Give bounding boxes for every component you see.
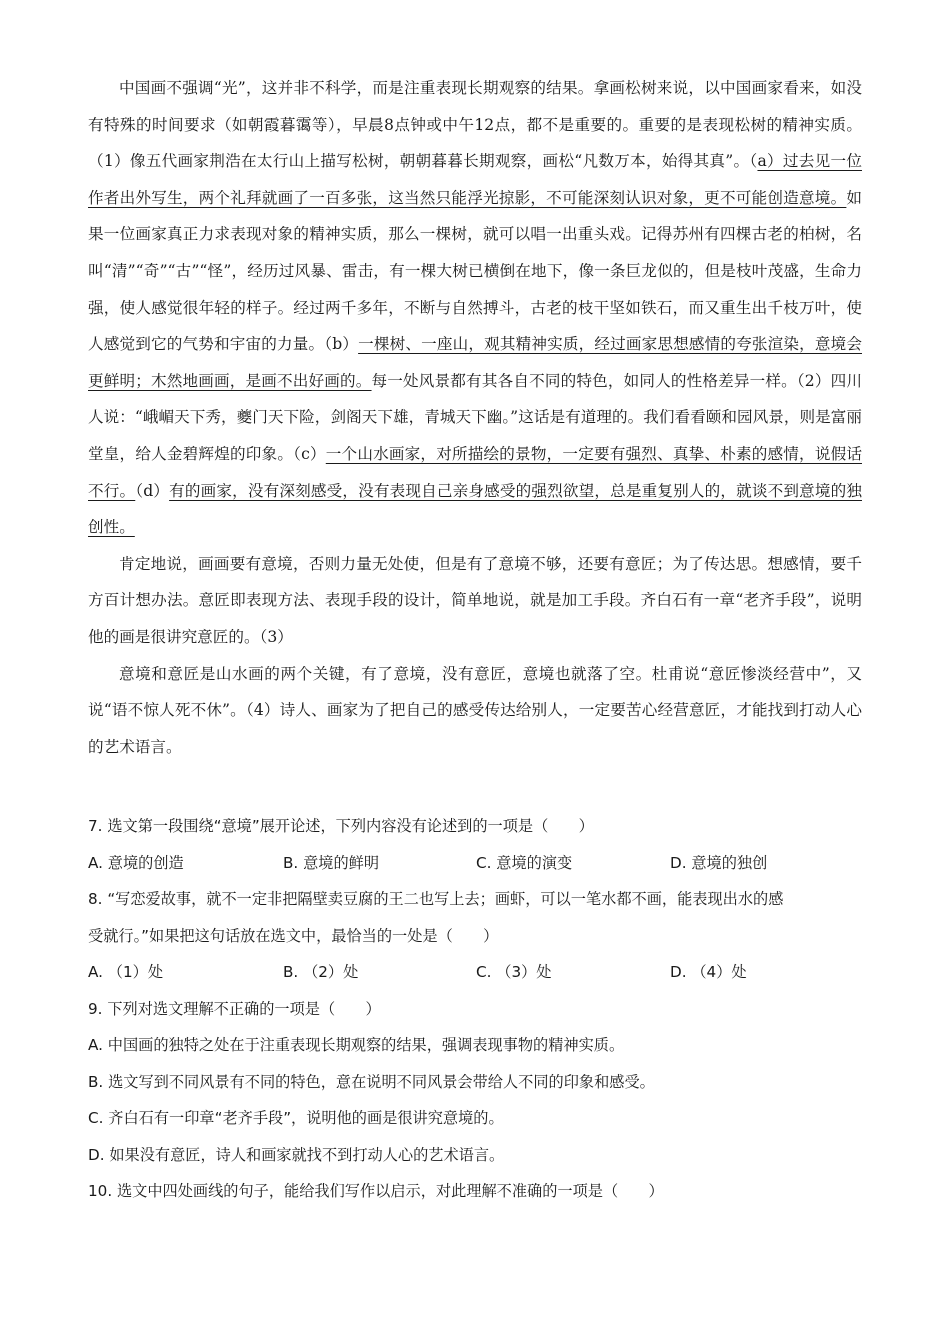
passage-paragraph-3: 意境和意匠是山水画的两个关键，有了意境，没有意匠，意境也就落了空。杜甫说“意匠惨淡经营中”，又说“语不惊人死不休”。（4）诗人、画家为了把自己的感受传达给别人，一定要苦心经营意匠，才能找到打动人心的艺术语言。	[88, 664, 862, 756]
question-9-stem: 9. 下列对选文理解不正确的一项是（ ）	[88, 999, 381, 1018]
passage-text: （d）	[135, 481, 170, 500]
reading-passage	[88, 70, 862, 765]
underlined-sentence-a: a）过去见一位作者出外写生，两个礼拜就画了一百多张，这当然只能浮光掠影，不可能深刻认识对象，更不可能创造意境。	[88, 152, 862, 207]
passage-paragraph-1	[88, 70, 862, 546]
question-7-stem: 7. 选文第一段围绕“意境”展开论述，下列内容没有论述到的一项是（ ）	[88, 817, 594, 835]
underlined-sentence-d: 有的画家，没有深刻感受，没有表现自己亲身感受的强烈欲望，总是重复别人的，就谈不到意境的独创性。	[88, 481, 862, 537]
option-a[interactable]: A. 中国画的独特之处在于注重表现长期观察的结果，强调表现事物的精神实质。	[88, 1036, 625, 1054]
option-c[interactable]: C. （3）处	[476, 963, 552, 981]
question-8-stem-cont: 受就行。”如果把这句话放在选文中，最恰当的一处是（ ）	[88, 926, 499, 945]
question-10-stem: 10. 选文中四处画线的句子，能给我们写作以启示，对此理解不准确的一项是（ ）	[88, 1182, 664, 1200]
question-7-options	[88, 845, 878, 882]
option-b[interactable]: B. 选文写到不同风景有不同的特色，意在说明不同风景会带给人不同的印象和感受。	[88, 1072, 655, 1091]
underlined-sentence-b: 一棵树、一座山，观其精神实质，经过画家思想感情的夸张渲染，意境会更鲜明；木然地画画，是画不出好画的。	[88, 335, 862, 390]
option-c[interactable]: C. 齐白石有一印章“老齐手段”，说明他的画是很讲究意境的。	[88, 1109, 504, 1127]
option-b[interactable]: B. 意境的鲜明	[283, 853, 380, 872]
option-a[interactable]: A. （1）处	[88, 963, 164, 981]
passage-text: 每一处风景都有其各自不同的特色，如同人的性格差异一样。（2）四川人说：“峨嵋天下秀，夔门天下险，剑阁天下雄，青城天下幽。”这话是有道理的。我们看看颐和园风景，则是富丽堂皇，给人金碧辉煌的印象。（c）	[88, 371, 862, 463]
question-list	[88, 808, 878, 1210]
question-8-stem: 8. “写恋爱故事，就不一定非把隔壁卖豆腐的王二也写上去；画虾，可以一笔水都不画，能表现出水的感	[88, 890, 784, 908]
option-d[interactable]: D. 意境的独创	[670, 853, 768, 872]
passage-text: 中国画不强调“光”，这并非不科学，而是注重表现长期观察的结果。拿画松树来说，以中国画家看来，如没有特殊的时间要求（如朝霞暮霭等），早晨8点钟或中午12点，都不是重要的。重要的是表现松树的精神实质。（1）像五代画家荆浩在太行山上描写松树，朝朝暮暮长期观察，画松“凡数万本，始得其真”。（	[88, 79, 862, 171]
option-a[interactable]: A. 意境的创造	[88, 853, 184, 872]
underlined-sentence-c: 一个山水画家，对所描绘的景物，一定要有强烈、真挚、朴素的感情，说假话不行。	[88, 444, 862, 500]
option-c[interactable]: C. 意境的演变	[476, 853, 573, 872]
passage-paragraph-2: 肯定地说，画画要有意境，否则力量无处使，但是有了意境不够，还要有意匠；为了传达思。想感情，要千方百计想办法。意匠即表现方法、表现手段的设计，简单地说，就是加工手段。齐白石有一章“老齐手段”，说明他的画是很讲究意匠的。（3）	[88, 554, 862, 646]
passage-text: 如果一位画家真正力求表现对象的精神实质，那么一棵树，就可以唱一出重头戏。记得苏州有四棵古老的柏树，名叫“清”“奇”“古”“怪”，经历过风暴、雷击，有一棵大树已横倒在地下，像一条巨龙似的，但是枝叶茂盛，生命力强，使人感觉很年轻的样子。经过两千多年，不断与自然搏斗，古老的枝干坚如铁石，而又重生出千枝万叶，使人感觉到它的气势和宇宙的力量。（b）	[88, 188, 862, 354]
option-b[interactable]: B. （2）处	[283, 963, 359, 981]
option-d[interactable]: D. 如果没有意匠，诗人和画家就找不到打动人心的艺术语言。	[88, 1145, 505, 1164]
question-8-options	[88, 954, 878, 991]
option-d[interactable]: D. （4）处	[670, 963, 747, 981]
